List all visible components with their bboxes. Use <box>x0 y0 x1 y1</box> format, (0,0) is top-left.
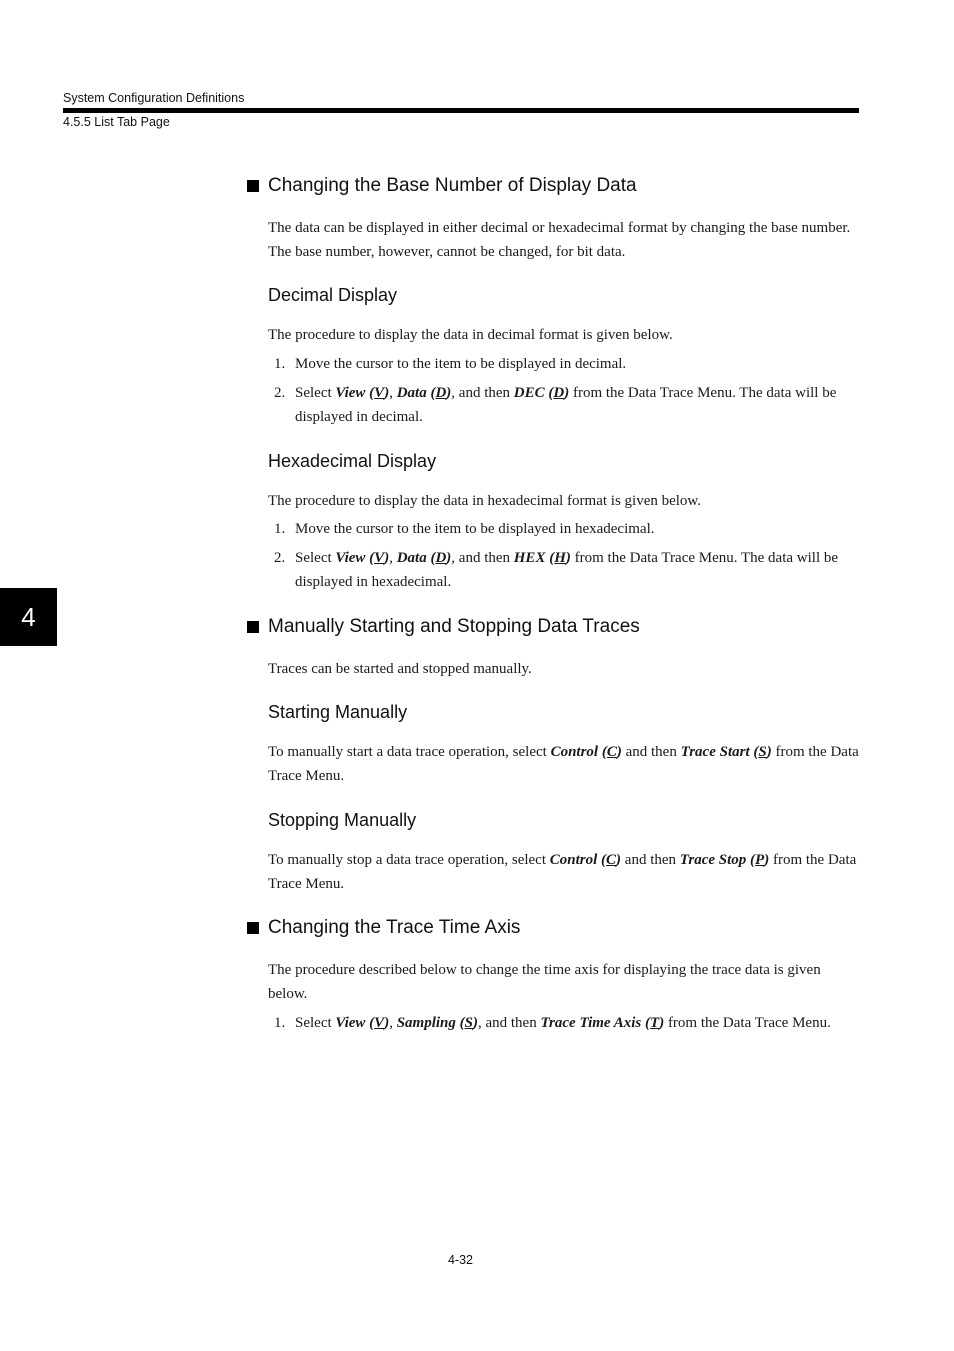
paragraph-time-axis-intro: The procedure described below to change the time axis for displaying the trace data is given below. <box>268 962 821 1002</box>
list-item-hex-1 <box>274 517 860 541</box>
list-number: 1. <box>274 356 286 372</box>
chapter-tab: 4 <box>0 588 57 646</box>
menu-command-control: Control (C) <box>549 852 622 868</box>
page-header-title: System Configuration Definitions <box>63 91 245 105</box>
page-number: 4-32 <box>447 1253 474 1267</box>
list-text: Select View (V), Data (D), and then DEC (D) from the Data Trace Menu. The data will be displayed in decimal. <box>295 385 837 425</box>
paragraph-manual-intro: Traces can be started and stopped manually. <box>268 661 532 677</box>
list-text: Move the cursor to the item to be displayed in decimal. <box>295 356 627 372</box>
section-heading-time-axis <box>247 917 520 939</box>
menu-command-sampling: Sampling (S) <box>396 1015 478 1031</box>
menu-command-trace-stop: Trace Stop (P) <box>679 852 770 868</box>
list-item-decimal-2 <box>274 381 860 429</box>
menu-command-hex: HEX (H) <box>513 550 571 566</box>
list-number: 2. <box>274 550 286 566</box>
section-heading-text: Changing the Trace Time Axis <box>268 917 521 938</box>
section-heading-text: Manually Starting and Stopping Data Traces <box>268 616 640 637</box>
page-header-subtitle: 4.5.5 List Tab Page <box>63 115 170 129</box>
menu-command-dec: DEC (D) <box>513 385 570 401</box>
subheading-decimal-display: Decimal Display <box>268 285 398 305</box>
menu-command-data: Data (D) <box>396 385 452 401</box>
list-item-decimal-1 <box>274 352 860 376</box>
subheading-starting-manually: Starting Manually <box>268 702 408 722</box>
list-text: Select View (V), Data (D), and then HEX (H) from the Data Trace Menu. The data will be displayed in hexadecimal. <box>295 550 839 590</box>
paragraph-hex-intro: The procedure to display the data in hexadecimal format is given below. <box>268 493 702 509</box>
square-bullet-icon <box>247 180 259 192</box>
list-item-hex-2 <box>274 546 860 594</box>
paragraph-decimal-intro: The procedure to display the data in decimal format is given below. <box>268 327 673 343</box>
square-bullet-icon <box>247 922 259 934</box>
menu-command-data: Data (D) <box>396 550 452 566</box>
paragraph-stopping-manually: To manually stop a data trace operation, select Control (C) and then Trace Stop (P) from the Data Trace Menu. <box>268 852 857 892</box>
menu-command-view: View (V) <box>335 385 390 401</box>
subheading-stopping-manually: Stopping Manually <box>268 810 417 830</box>
list-number: 1. <box>274 1015 286 1031</box>
section-heading-base-number <box>247 175 637 197</box>
menu-command-control: Control (C) <box>550 744 622 760</box>
header-rule <box>63 108 859 113</box>
section-heading-manual <box>247 616 640 638</box>
list-text: Select View (V), Sampling (S), and then Trace Time Axis (T) from the Data Trace Menu. <box>295 1015 831 1031</box>
list-number: 2. <box>274 385 286 401</box>
menu-command-view: View (V) <box>335 550 390 566</box>
paragraph-starting-manually: To manually start a data trace operation, select Control (C) and then Trace Start (S) from the Data Trace Menu. <box>268 744 859 784</box>
paragraph-base-intro: The data can be displayed in either decimal or hexadecimal format by changing the base number. The base number, however, cannot be changed, for bit data. <box>268 220 851 260</box>
subheading-hexadecimal-display: Hexadecimal Display <box>268 451 437 471</box>
menu-command-view: View (V) <box>335 1015 390 1031</box>
list-number: 1. <box>274 521 286 537</box>
square-bullet-icon <box>247 621 259 633</box>
list-text: Move the cursor to the item to be displayed in hexadecimal. <box>295 521 655 537</box>
list-item-time-axis-1 <box>274 1011 860 1035</box>
menu-command-trace-time-axis: Trace Time Axis (T) <box>540 1015 665 1031</box>
section-heading-text: Changing the Base Number of Display Data <box>268 175 637 196</box>
menu-command-trace-start: Trace Start (S) <box>680 744 772 760</box>
